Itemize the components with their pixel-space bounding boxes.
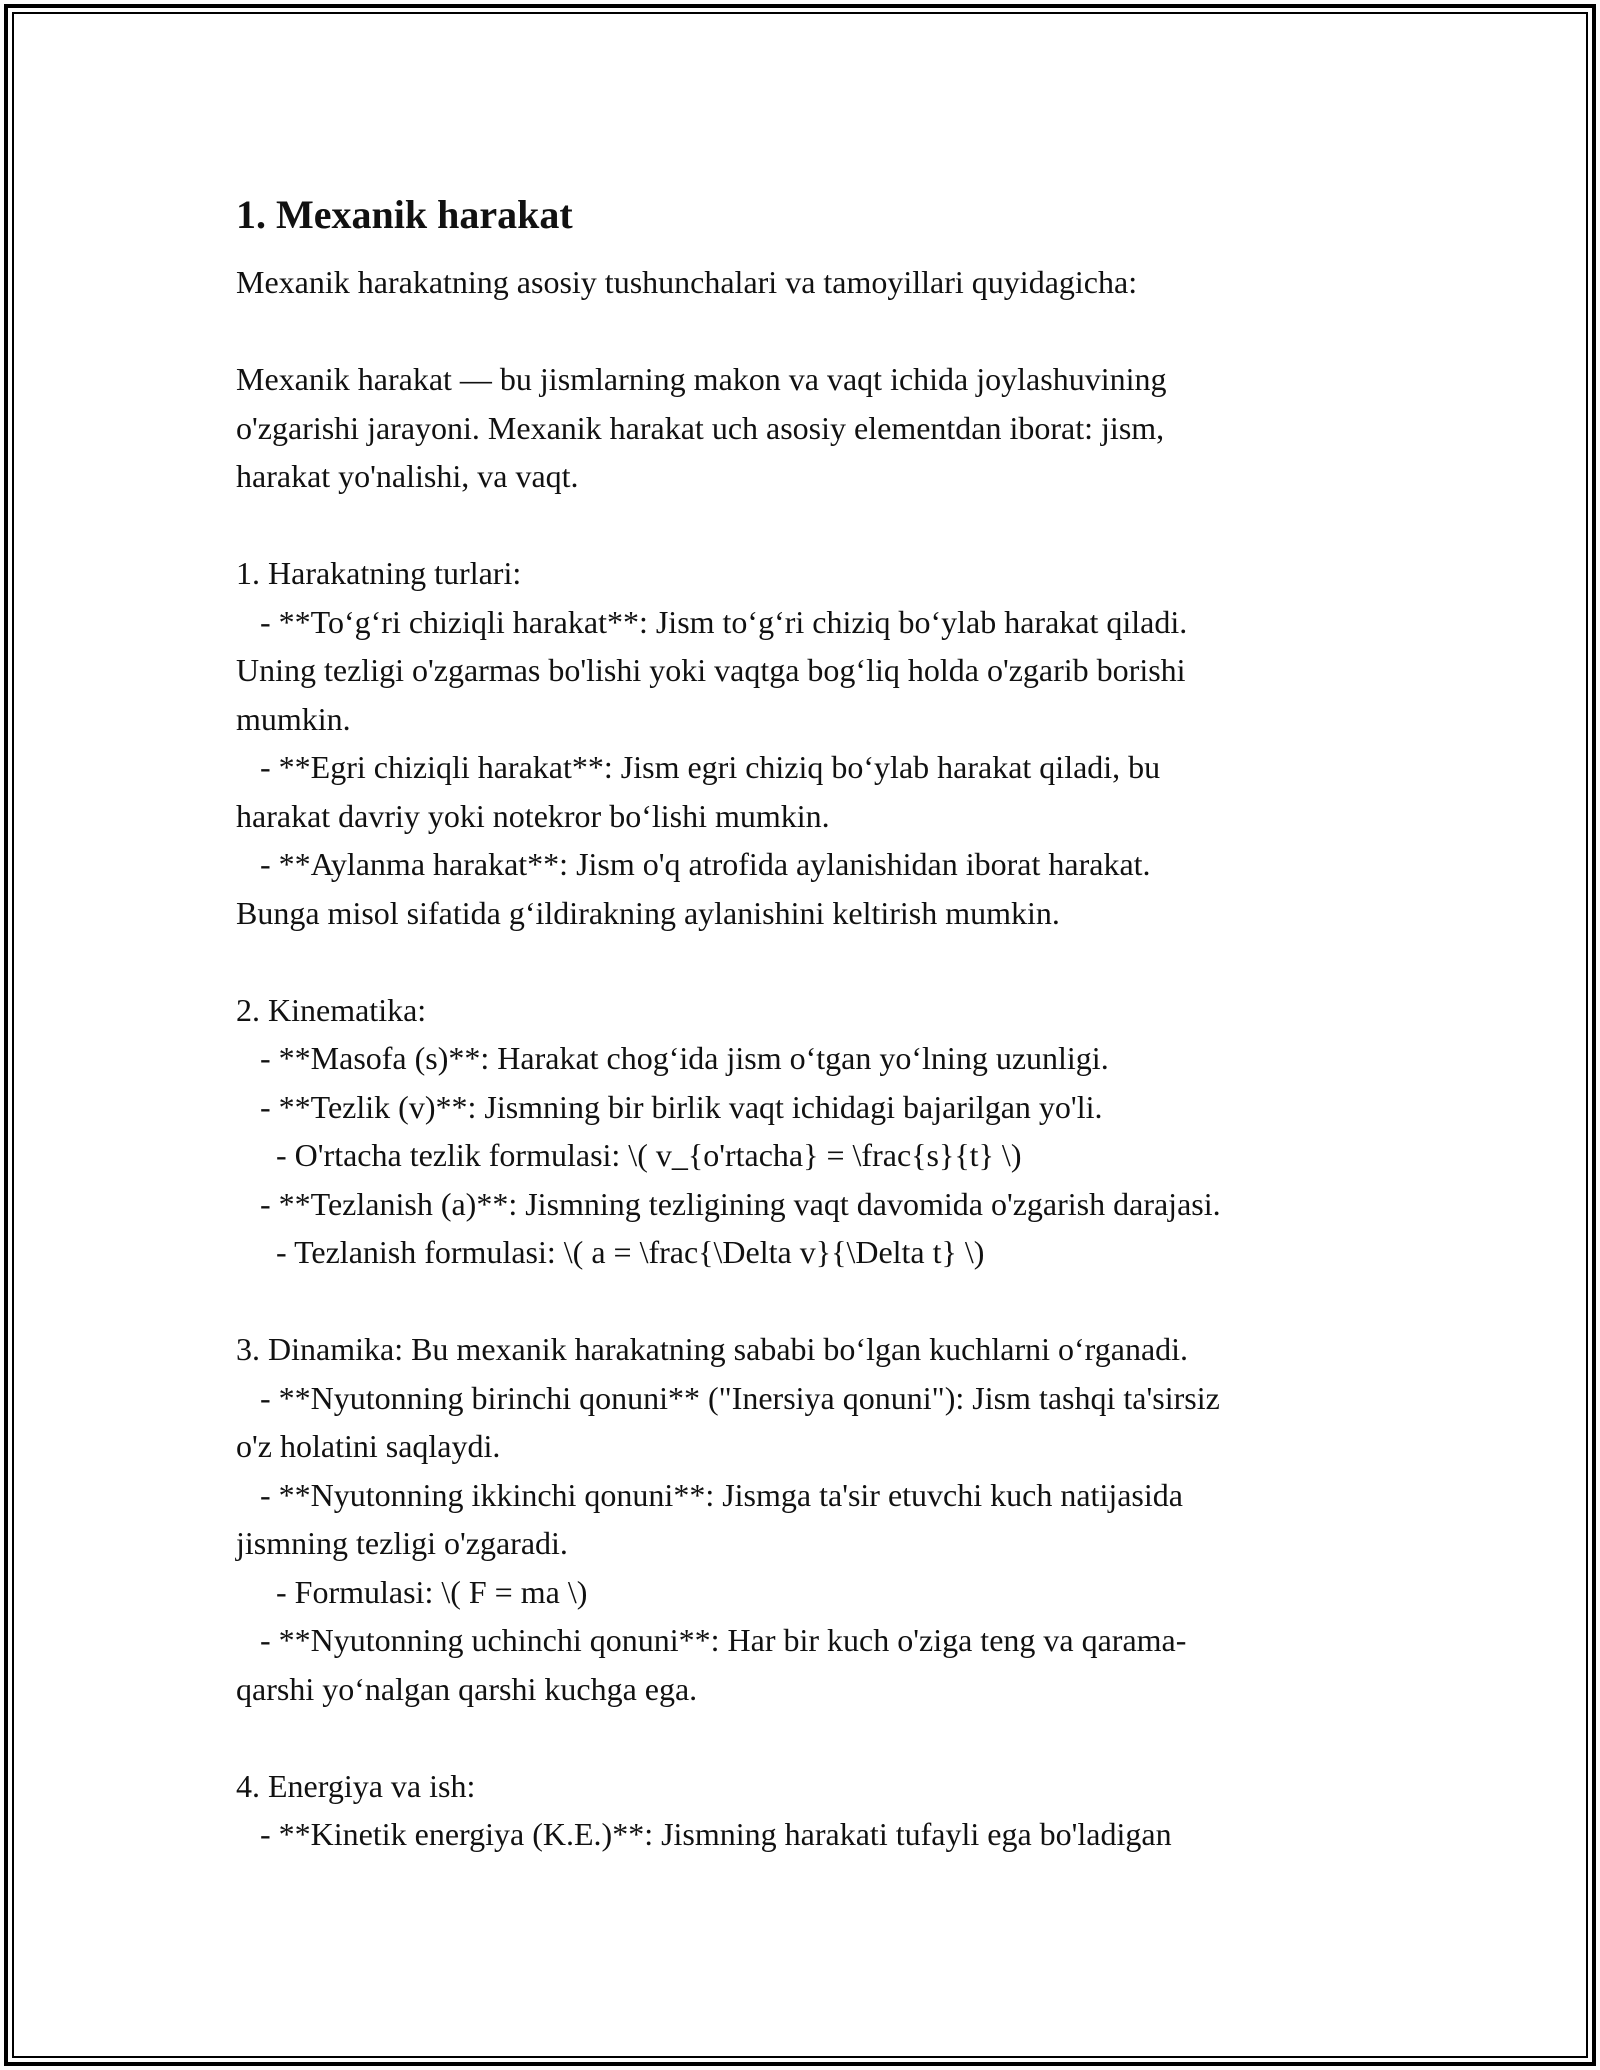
document-page (236, 186, 1386, 1859)
document-title: 1. Mexanik harakat (236, 192, 573, 237)
document-body: Mexanik harakatning asosiy tushunchalari va tamoyillari quyidagicha: Mexanik harakat — bu jismlarning makon va vaqt ichida joylashuvining o'zgarishi jarayoni. Mexanik harakat uch asosiy elementdan iborat: jism, harakat yo'nalishi, va vaqt. 1. Harakatning turlari: - **To‘g‘ri chiziqli harakat**: Jism to‘g‘ri chiziq bo‘ylab harakat qiladi. Uning tezligi o'zgarmas bo'lishi yoki vaqtga bog‘liq holda o'zgarib borishi mumkin. - **Egri chiziqli harakat**: Jism egri chiziq bo‘ylab harakat qiladi, bu harakat davriy yoki notekror bo‘lishi mumkin. - **Aylanma harakat**: Jism o'q atrofida aylanishidan iborat harakat. Bunga misol sifatida g‘ildirakning aylanishini keltirish mumkin. 2. Kinematika: - **Masofa (s)**: Harakat chog‘ida jism o‘tgan yo‘lning uzunligi. - **Tezlik (v)**: Jismning bir birlik vaqt ichidagi bajarilgan yo'li. - O'rtacha tezlik formulasi: \( v_{o'rtacha} = \frac{s}{t} \) - **Tezlanish (a)**: Jismning tezligining vaqt davomida o'zgarish darajasi. - Tezlanish formulasi: \( a = \frac{\Delta v}{\Delta t} \) 3. Dinamika: Bu mexanik harakatning sababi bo‘lgan kuchlarni o‘rganadi. - **Nyutonning birinchi qonuni** ("Inersiya qonuni"): Jism tashqi ta'sirsiz o'z holatini saqlaydi. - **Nyutonning ikkinchi qonuni**: Jismga ta'sir etuvchi kuch natijasida jismning tezligi o'zgaradi. - Formulasi: \( F = ma \) - **Nyutonning uchinchi qonuni**: Har bir kuch o'ziga teng va qarama- qarshi yo‘nalgan qarshi kuchga ega. 4. Energiya va ish: - **Kinetik energiya (K.E.)**: Jismning harakati tufayli ega bo'ladigan (236, 264, 1221, 1852)
